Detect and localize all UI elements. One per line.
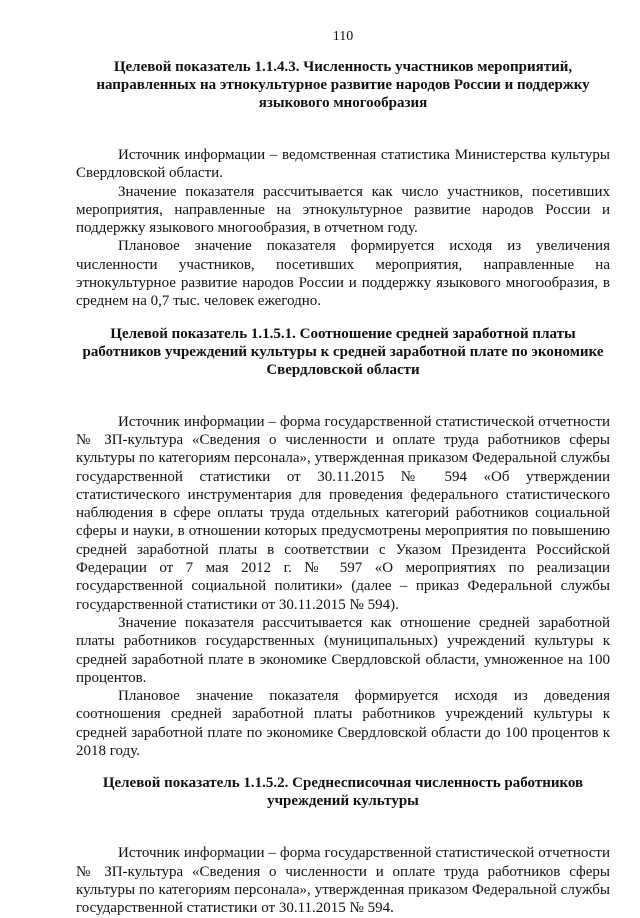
paragraph-source: Источник информации – форма государственной статистической отчетности № ЗП-культура «Сведения о численности и оплате труда работников сферы культуры по категориям персонала», утвержденная приказом Федеральной службы государственной статистики от 30.11.2015 № 594 «Об утверждении статистического инструментария для проведения федерального статистического наблюдения в сфере оплаты труда отдельных категорий работников социальной сферы и науки, в отношении которых предусмотрены мероприятия по повышению средней заработной платы в соответствии с Указом Президента Российской Федерации от 7 мая 2012 г. № 597 «О мероприятиях по реализации государственной социальной политики» (далее – приказ Федеральной службы государственной статистики от 30.11.2015 № 594). (76, 413, 610, 613)
page-number: 110 (332, 29, 354, 44)
paragraph-calculation: Значение показателя рассчитывается как число участников, посетивших мероприятия, направленные на этнокультурное развитие народов России и поддержку языкового многообразия, в отчетном году. (76, 183, 610, 237)
section-indicator-1-1-5-1 (76, 325, 610, 761)
paragraph-plan: Плановое значение показателя формируется исходя из доведения соотношения средней заработной платы работников учреждений культуры к средней заработной плате по экономике Свердловской области до 100 процентов к 2018 году. (76, 688, 610, 760)
paragraph-plan: Плановое значение показателя формируется исходя из увеличения численности участников, посетивших мероприятия, направленные на этнокультурное развитие народов России и поддержку языкового многообразия, в среднем на 0,7 тыс. человек ежегодно. (76, 238, 610, 310)
section-indicator-1-1-5-2 (76, 774, 610, 917)
paragraph-source: Источник информации – ведомственная статистика Министерства культуры Свердловской области. (76, 147, 610, 182)
section-indicator-1-1-4-3 (76, 58, 610, 311)
section-heading: Целевой показатель 1.1.4.3. Численность участников мероприятий, направленных на этнокультурное развитие народов России и поддержку языкового многообразия (96, 59, 590, 111)
paragraph-calculation: Значение показателя рассчитывается как отношение средней заработной платы работников государственных (муниципальных) учреждений культуры к средней заработной плате в экономике Свердловской области, умноженное на 100 процентов. (76, 614, 610, 686)
section-heading: Целевой показатель 1.1.5.2. Среднесписочная численность работников учреждений культуры (102, 775, 584, 810)
section-heading: Целевой показатель 1.1.5.1. Соотношение средней заработной платы работников учреждений культуры к средней заработной плате по экономике Свердловской области (82, 325, 604, 378)
paragraph-source: Источник информации – форма государственной статистической отчетности № ЗП-культура «Сведения о численности и оплате труда работников сферы культуры по категориям персонала», утвержденная приказом Федеральной службы государственной статистики от 30.11.2015 № 594. (76, 845, 610, 917)
